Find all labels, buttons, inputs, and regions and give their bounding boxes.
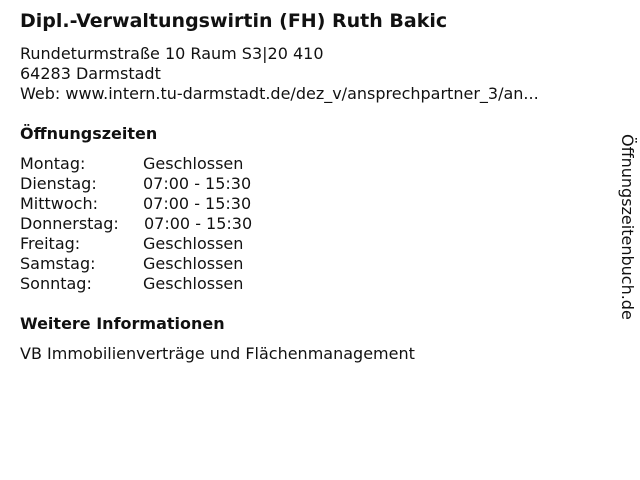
day-label: Montag: bbox=[20, 154, 86, 173]
site-branding-vertical: Öffnungszeitenbuch.de bbox=[618, 134, 637, 320]
website-link[interactable]: Web: www.intern.tu-darmstadt.de/dez_v/ansprechpartner_3/an... bbox=[20, 84, 539, 103]
hours-value: Geschlossen bbox=[143, 254, 244, 273]
hours-value: Geschlossen bbox=[143, 154, 244, 173]
listing-title: Dipl.-Verwaltungswirtin (FH) Ruth Bakic bbox=[20, 10, 448, 32]
day-label: Freitag: bbox=[20, 234, 81, 253]
hours-value: 07:00 - 15:30 bbox=[143, 174, 252, 193]
hours-value: Geschlossen bbox=[143, 234, 244, 253]
hours-value: 07:00 - 15:30 bbox=[144, 214, 253, 233]
day-label: Mittwoch: bbox=[20, 194, 98, 213]
address-block bbox=[20, 44, 539, 104]
day-label: Sonntag: bbox=[20, 274, 92, 293]
day-label: Samstag: bbox=[20, 254, 96, 273]
opening-hours-heading: Öffnungszeiten bbox=[20, 124, 158, 143]
hours-value: Geschlossen bbox=[143, 274, 244, 293]
day-label: Dienstag: bbox=[20, 174, 97, 193]
address-street: Rundeturmstraße 10 Raum S3|20 410 bbox=[20, 44, 324, 63]
hours-value: 07:00 - 15:30 bbox=[143, 194, 252, 213]
more-info-heading: Weitere Informationen bbox=[20, 314, 225, 333]
day-label: Donnerstag: bbox=[20, 214, 119, 233]
address-city: 64283 Darmstadt bbox=[20, 64, 161, 83]
more-info-text: VB Immobilienverträge und Flächenmanagement bbox=[20, 344, 415, 363]
